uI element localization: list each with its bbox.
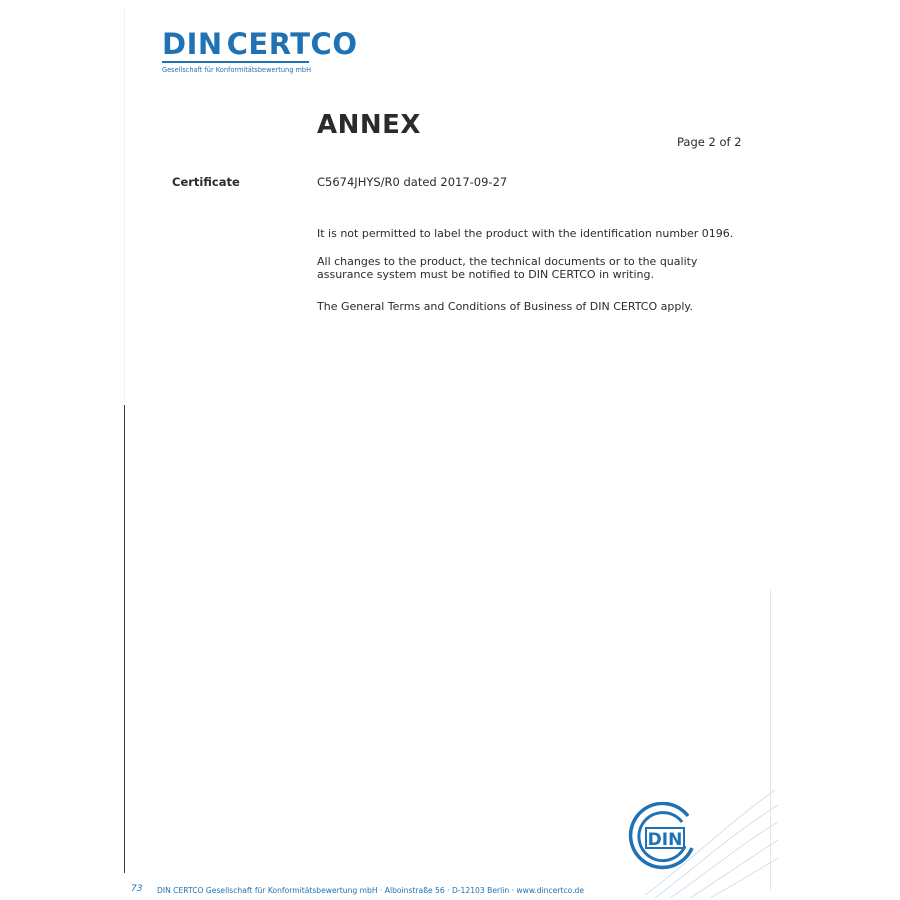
footer-address: DIN CERTCO Gesellschaft für Konformitätsbewertung mbH · Alboinstraße 56 · D-12103 Berlin · www.dincertco.de [157, 886, 585, 895]
certificate-label: Certificate [172, 175, 240, 189]
page-number: Page 2 of 2 [677, 135, 742, 149]
din-seal-icon [628, 802, 700, 874]
logo-text-din: DIN [162, 27, 223, 61]
logo-wordmark [162, 27, 358, 61]
logo-underline [162, 61, 309, 63]
scan-edge-left [124, 405, 125, 873]
paragraph-changes: All changes to the product, the technical documents or to the quality assurance system must be notified to DIN CERTCO in writing. [317, 255, 698, 281]
logo-subtitle: Gesellschaft für Konformitätsbewertung mbH [162, 66, 312, 74]
logo-text-certco: CERTCO [226, 27, 358, 61]
din-certco-logo [162, 27, 358, 74]
footer-handwritten-mark: 73 [131, 884, 143, 894]
scan-edge-top [124, 8, 125, 403]
paragraph-terms: The General Terms and Conditions of Business of DIN CERTCO apply. [317, 300, 693, 313]
certificate-value: C5674JHYS/R0 dated 2017-09-27 [317, 175, 508, 189]
page-title: ANNEX [317, 110, 421, 140]
seal-text: DIN [647, 830, 683, 850]
paragraph-identification: It is not permitted to label the product with the identification number 0196. [317, 227, 734, 240]
